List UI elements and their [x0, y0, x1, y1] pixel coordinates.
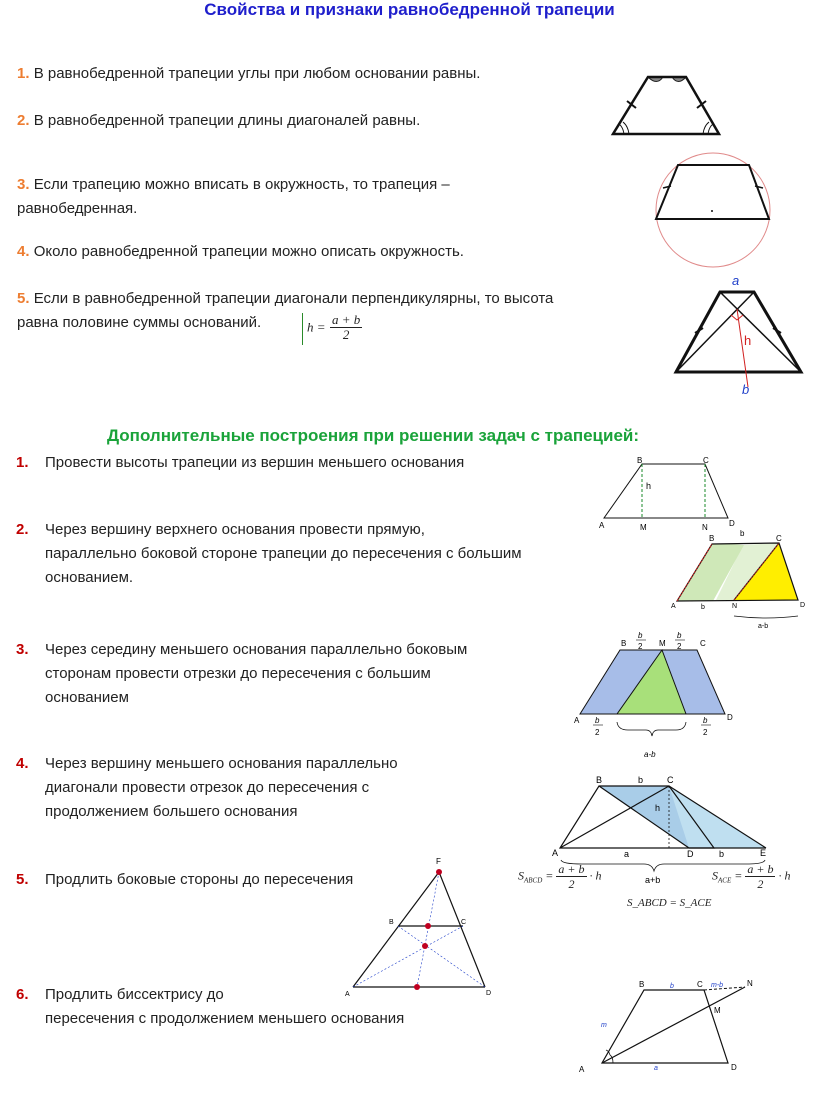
- center-dot: [711, 210, 713, 212]
- side-right-extended: [439, 872, 485, 987]
- label-two: 2: [703, 728, 708, 737]
- label-B: B: [621, 639, 627, 648]
- frac-den: 2: [568, 877, 575, 891]
- trapezoid-shape: [602, 990, 728, 1063]
- formula-numerator: a + b: [331, 312, 361, 327]
- property-text: Около равнобедренной трапеции можно описать окружность.: [33, 243, 464, 260]
- label-C: C: [776, 534, 782, 543]
- point-mid-small: [425, 923, 431, 929]
- s-subscript: ACE: [718, 876, 732, 885]
- label-A: A: [599, 521, 605, 530]
- label-a: a: [732, 273, 740, 288]
- label-A: A: [579, 1065, 585, 1074]
- median-line: [417, 872, 439, 987]
- label-B: B: [596, 775, 603, 785]
- label-D: D: [731, 1063, 737, 1072]
- label-b-bottom: b: [701, 604, 705, 611]
- step-line: параллельно боковой стороне трапеции до пересечения с большим: [45, 545, 522, 562]
- step-number: 4.: [16, 755, 29, 772]
- frac-num: a + b: [747, 862, 774, 876]
- label-half-b-br: b: [703, 716, 708, 725]
- label-A: A: [574, 716, 580, 725]
- label-b: b: [638, 775, 644, 785]
- figure-circle-trapezoid: [650, 150, 780, 270]
- step-line: Провести высоты трапеции из вершин меньшего основания: [45, 454, 465, 471]
- tick-right: [755, 186, 763, 188]
- label-A: A: [671, 603, 676, 610]
- label-b: b: [670, 983, 674, 990]
- label-b-bottom: b: [719, 849, 725, 859]
- arc-bottom-left: [619, 124, 624, 134]
- label-h: h: [655, 803, 661, 813]
- times-h: · h: [778, 868, 791, 883]
- property-1: [17, 62, 480, 86]
- figure-perpendicular-diagonals: [670, 272, 810, 398]
- property-number: 3.: [17, 176, 30, 193]
- property-text: В равнобедренной трапеции длины диагоналей равны.: [33, 112, 421, 129]
- label-h: h: [646, 481, 652, 491]
- label-half-b-right: b: [677, 631, 682, 640]
- step-line: Через середину меньшего основания параллельно боковым: [45, 641, 468, 658]
- label-C: C: [667, 775, 674, 785]
- label-half-b-bl: b: [595, 716, 600, 725]
- label-A: A: [552, 848, 559, 858]
- property-text-line2: равнобедренная.: [17, 200, 138, 217]
- brace-a-b: [734, 616, 798, 618]
- times-h: · h: [589, 868, 602, 883]
- step-2: [0, 518, 600, 590]
- formula-lhs: h =: [307, 319, 326, 335]
- label-N: N: [702, 523, 708, 532]
- section-subtitle: Дополнительные построения при решении задач с трапецией:: [106, 426, 640, 445]
- label-half-b-left: b: [638, 631, 643, 640]
- label-N: N: [747, 979, 753, 988]
- property-5: [17, 287, 553, 335]
- frac-num: a + b: [558, 862, 585, 876]
- label-B: B: [389, 919, 394, 926]
- label-B: B: [637, 456, 643, 465]
- height-line: [737, 309, 748, 387]
- diagonal-2: [398, 926, 485, 987]
- step-number: 3.: [16, 641, 29, 658]
- formula-denominator: 2: [342, 327, 350, 342]
- label-a: a: [624, 849, 630, 859]
- label-D: D: [727, 713, 733, 722]
- step-line: основанием.: [45, 569, 134, 586]
- step-number: 1.: [16, 454, 29, 471]
- step-line: Через вершину верхнего основания провести прямую,: [45, 521, 425, 538]
- property-text: Если трапецию можно вписать в окружность, то трапеция –: [33, 176, 450, 193]
- property-3: [17, 173, 450, 221]
- label-h: h: [744, 333, 752, 348]
- label-b: b: [740, 529, 745, 538]
- point-F: [436, 869, 442, 875]
- label-B: B: [639, 980, 645, 989]
- right-angle-mark: [731, 315, 743, 320]
- label-D: D: [486, 990, 492, 997]
- label-two: 2: [595, 728, 600, 737]
- label-C: C: [703, 456, 709, 465]
- label-B: B: [709, 534, 715, 543]
- diagonal-1: [353, 926, 463, 987]
- label-F: F: [436, 857, 441, 866]
- point-mid-large: [414, 984, 420, 990]
- label-two: 2: [638, 642, 643, 651]
- figure-step4-diagonal: [512, 770, 817, 915]
- s-symbol: S: [518, 868, 524, 883]
- step-number: 2.: [16, 521, 29, 538]
- step-line: Продлить боковые стороны до пересечения: [45, 871, 354, 888]
- label-M: M: [714, 1006, 721, 1015]
- label-C: C: [700, 639, 706, 648]
- property-text: Если в равнобедренной трапеции диагонали перпендикулярны, то высота: [33, 290, 554, 307]
- label-two: 2: [677, 642, 682, 651]
- label-M: M: [640, 523, 647, 532]
- page-title: Свойства и признаки равнобедренной трапеции: [204, 0, 615, 19]
- label-C: C: [461, 919, 467, 926]
- point-diag-intersection: [422, 943, 428, 949]
- figure-step5-extend-sides: [340, 852, 500, 1002]
- label-a-plus-b: a+b: [645, 875, 661, 885]
- property-text-line2: равна половине суммы оснований.: [17, 314, 262, 331]
- figure-step1-heights: [595, 452, 745, 532]
- property-number: 4.: [17, 243, 30, 260]
- step-line: основанием: [45, 689, 129, 706]
- label-A: A: [345, 991, 350, 998]
- step-4: [0, 752, 603, 824]
- circumscribed-circle: [656, 153, 770, 267]
- step-line: диагонали провести отрезок до пересечения с: [45, 779, 370, 796]
- trapezoid-shape: [604, 464, 728, 518]
- label-C: C: [697, 980, 703, 989]
- height-formula: [302, 313, 362, 345]
- label-m-b: m-b: [711, 982, 724, 989]
- label-m: m: [601, 1022, 607, 1029]
- figure-step3-midpoint: [570, 622, 740, 770]
- s-subscript: ABCD: [524, 876, 543, 885]
- label-a: a: [654, 1065, 658, 1072]
- label-E: E: [760, 848, 767, 858]
- label-a-b: a-b: [644, 750, 656, 759]
- step-line: пересечения с продолжением меньшего основания: [45, 1010, 405, 1027]
- side-left-extended: [353, 872, 439, 987]
- property-number: 5.: [17, 290, 30, 307]
- area-equality: S_ABCD = S_ACE: [627, 897, 712, 909]
- label-M: M: [659, 639, 666, 648]
- trapezoid-shape: [613, 77, 719, 134]
- label-a-b: a-b: [758, 623, 769, 630]
- step-line: сторонам провести отрезки до пересечения с большим: [45, 665, 431, 682]
- step-number: 6.: [16, 986, 29, 1003]
- figure-equal-angles: [605, 68, 725, 140]
- label-b: b: [742, 382, 750, 397]
- brace-a-b: [617, 722, 686, 736]
- figure-step2-parallel: [668, 528, 813, 633]
- step-line: Через вершину меньшего основания параллельно: [45, 755, 398, 772]
- property-number: 2.: [17, 112, 30, 129]
- property-number: 1.: [17, 65, 30, 82]
- arc-bottom-right: [708, 124, 713, 134]
- s-symbol: S: [712, 868, 718, 883]
- property-text: В равнобедренной трапеции углы при любом основании равны.: [33, 65, 481, 82]
- property-2: [17, 109, 420, 133]
- label-N: N: [732, 603, 738, 610]
- figure-step6-bisector: [573, 973, 763, 1077]
- step-line: продолжением большего основания: [45, 803, 298, 820]
- area-formula-abcd: $S_{ABCD}$ = $\frac{a + b}{2}$ · h: [518, 862, 602, 891]
- label-D: D: [687, 849, 694, 859]
- step-line: Продлить биссектрису до: [45, 986, 224, 1003]
- property-4: [17, 240, 464, 264]
- area-formula-ace: $S_{ACE}$ = $\frac{a + b}{2}$ · h: [712, 862, 791, 891]
- step-3: [0, 638, 600, 710]
- frac-den: 2: [757, 877, 764, 891]
- step-number: 5.: [16, 871, 29, 888]
- label-D: D: [800, 602, 806, 609]
- label-D: D: [729, 519, 735, 528]
